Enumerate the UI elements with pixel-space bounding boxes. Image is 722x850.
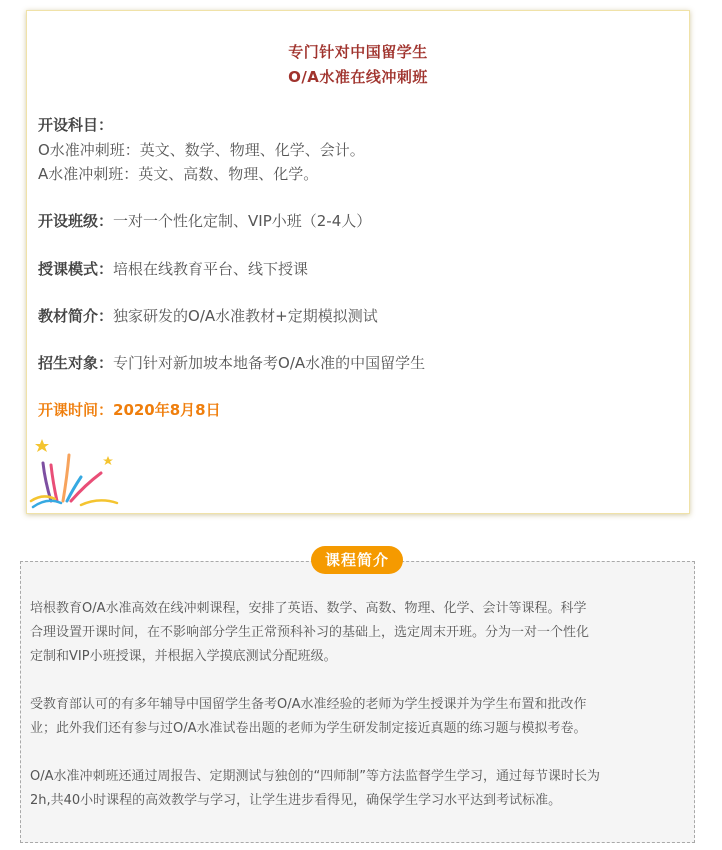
card-title-line1: 专门针对中国留学生 [288, 43, 428, 61]
course-intro-badge: 课程简介 [311, 546, 403, 574]
p3-line1: O/A水准冲刺班还通过周报告、定期测试与独创的“四师制”等方法监督学生学习，通过每节课时长为 [30, 769, 600, 784]
materials-value: 独家研发的O/A水准教材+定期模拟测试 [113, 307, 378, 325]
course-intro-paragraph-3 [30, 765, 690, 813]
p2-line2: 业；此外我们还有参与过O/A水准试卷出题的老师为学生研发制定接近真题的练习题与模拟考卷。 [30, 721, 587, 736]
start-date: 开课时间：2020年8月8日 [38, 401, 221, 419]
course-intro-paragraph-1 [30, 597, 690, 669]
course-info-card [26, 10, 690, 514]
fireworks-icon [29, 435, 121, 509]
p1-line2: 合理设置开课时间，在不影响部分学生正常预科补习的基础上，选定周末开班。分为一对一个性化 [30, 625, 590, 640]
target-value: 专门针对新加坡本地备考O/A水准的中国留学生 [113, 354, 426, 372]
course-intro-paragraph-2 [30, 693, 690, 741]
subjects-label-text: 开设科目： [38, 116, 114, 134]
subjects-a-level: A水准冲刺班：英文、高数、物理、化学。 [38, 165, 319, 183]
class-type-label: 开设班级： [38, 212, 114, 230]
subjects-o-level: O水准冲刺班：英文、数学、物理、化学、会计。 [38, 141, 365, 159]
card-title-line2: O/A水准在线冲刺班 [288, 68, 428, 86]
class-type-row [38, 210, 371, 231]
target-label: 招生对象： [38, 354, 114, 372]
teaching-mode-row [38, 258, 308, 279]
materials-row [38, 305, 378, 326]
materials-label: 教材简介： [38, 307, 114, 325]
p2-line1: 受教育部认可的有多年辅导中国留学生备考O/A水准经验的老师为学生授课并为学生布置和批改作 [30, 697, 587, 712]
p3-line2: 2h,共40小时课程的高效教学与学习，让学生进步看得见，确保学生学习水平达到考试标准。 [30, 793, 562, 808]
p1-line3: 定制和VIP小班授课，并根据入学摸底测试分配班级。 [30, 649, 337, 664]
target-row [38, 352, 425, 373]
class-type-value: 一对一个性化定制、VIP小班（2-4人） [113, 212, 372, 230]
p1-line1: 培根教育O/A水准高效在线冲刺课程，安排了英语、数学、高数、物理、化学、会计等课程。科学 [30, 601, 587, 616]
teaching-mode-label: 授课模式： [38, 260, 114, 278]
teaching-mode-value: 培根在线教育平台、线下授课 [113, 260, 309, 278]
subjects-label [38, 114, 113, 135]
